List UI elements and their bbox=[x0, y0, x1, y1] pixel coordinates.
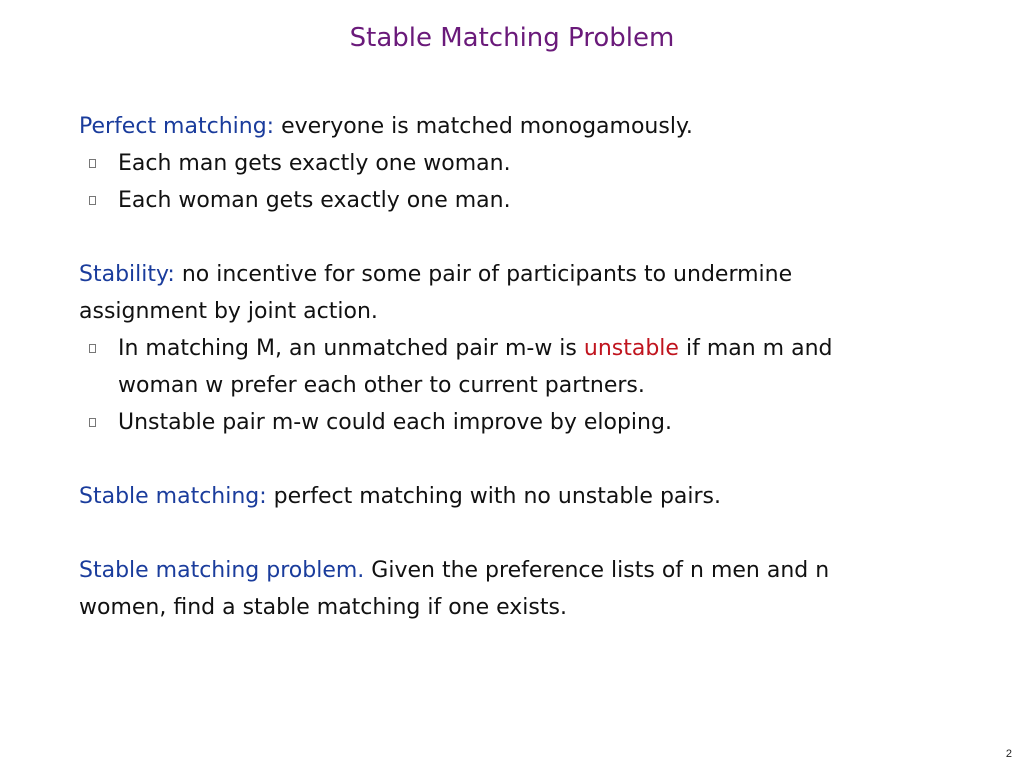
bullet-text: Unstable pair m-w could each improve by eloping. bbox=[118, 410, 672, 435]
spacer bbox=[79, 441, 979, 478]
stable-matching-term: Stable matching: bbox=[79, 484, 267, 509]
bullet-text-post: if man m and bbox=[678, 336, 833, 361]
stable-matching-problem-text-line2: women, find a stable matching if one exists. bbox=[79, 595, 567, 620]
stable-matching-problem-text-line1: Given the preference lists of n men and n bbox=[364, 558, 830, 583]
stability-text-line1: no incentive for some pair of participants to undermine bbox=[174, 262, 793, 287]
slide-body bbox=[79, 108, 979, 626]
list-item bbox=[79, 330, 979, 367]
bullet-icon bbox=[89, 404, 101, 441]
perfect-matching-term: Perfect matching: bbox=[79, 114, 275, 139]
stable-matching-problem-term: Stable matching problem. bbox=[79, 558, 365, 583]
bullet-text: Each man gets exactly one woman. bbox=[118, 151, 511, 176]
list-item bbox=[79, 182, 979, 219]
bullet-icon bbox=[89, 330, 101, 367]
perfect-matching-definition bbox=[79, 108, 979, 145]
list-item-continuation bbox=[79, 367, 979, 404]
unstable-highlight: unstable bbox=[583, 336, 679, 361]
spacer bbox=[79, 219, 979, 256]
stable-matching-definition bbox=[79, 478, 979, 515]
page-number: 2 bbox=[1005, 748, 1012, 760]
stability-term: Stability: bbox=[79, 262, 175, 287]
perfect-matching-text: everyone is matched monogamously. bbox=[274, 114, 693, 139]
bullet-icon bbox=[89, 145, 101, 182]
list-item bbox=[79, 404, 979, 441]
bullet-text: woman w prefer each other to current partners. bbox=[118, 373, 645, 398]
stability-text-line2: assignment by joint action. bbox=[79, 299, 378, 324]
bullet-text: Each woman gets exactly one man. bbox=[118, 188, 511, 213]
spacer bbox=[79, 515, 979, 552]
slide-title: Stable Matching Problem bbox=[349, 23, 675, 53]
list-item bbox=[79, 145, 979, 182]
bullet-icon bbox=[89, 182, 101, 219]
stable-matching-text: perfect matching with no unstable pairs. bbox=[266, 484, 721, 509]
stable-matching-problem bbox=[79, 552, 979, 589]
bullet-text-pre: In matching M, an unmatched pair m-w is bbox=[118, 336, 584, 361]
stability-definition bbox=[79, 256, 979, 293]
